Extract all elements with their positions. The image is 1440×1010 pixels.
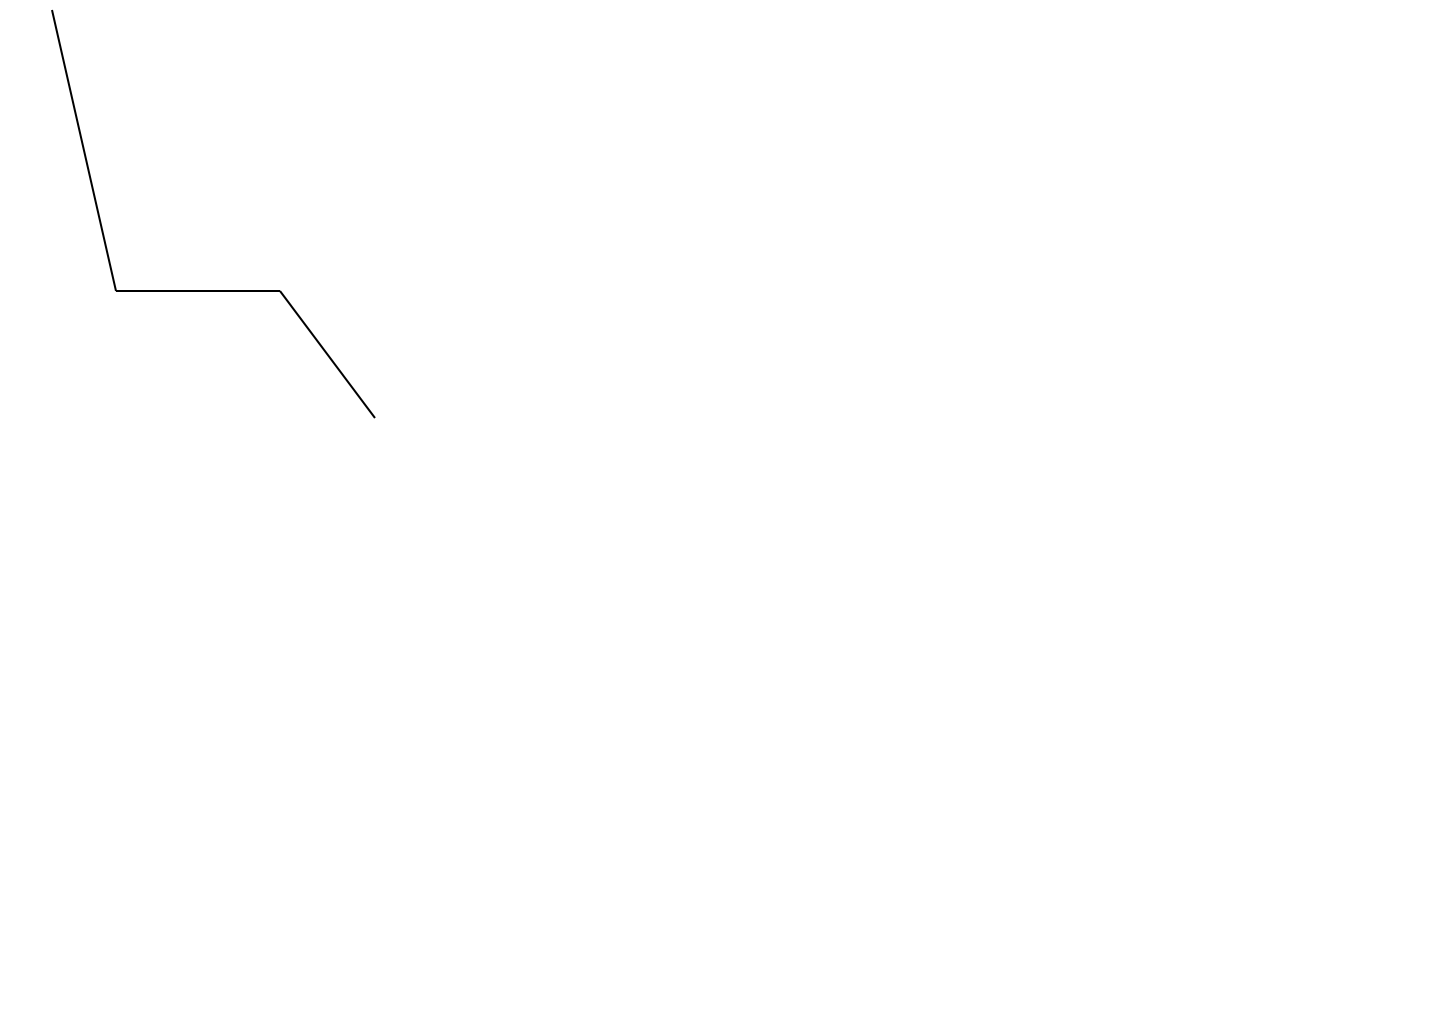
header-diagonal-upper bbox=[52, 10, 116, 291]
header-diagonal-lower bbox=[280, 291, 375, 418]
